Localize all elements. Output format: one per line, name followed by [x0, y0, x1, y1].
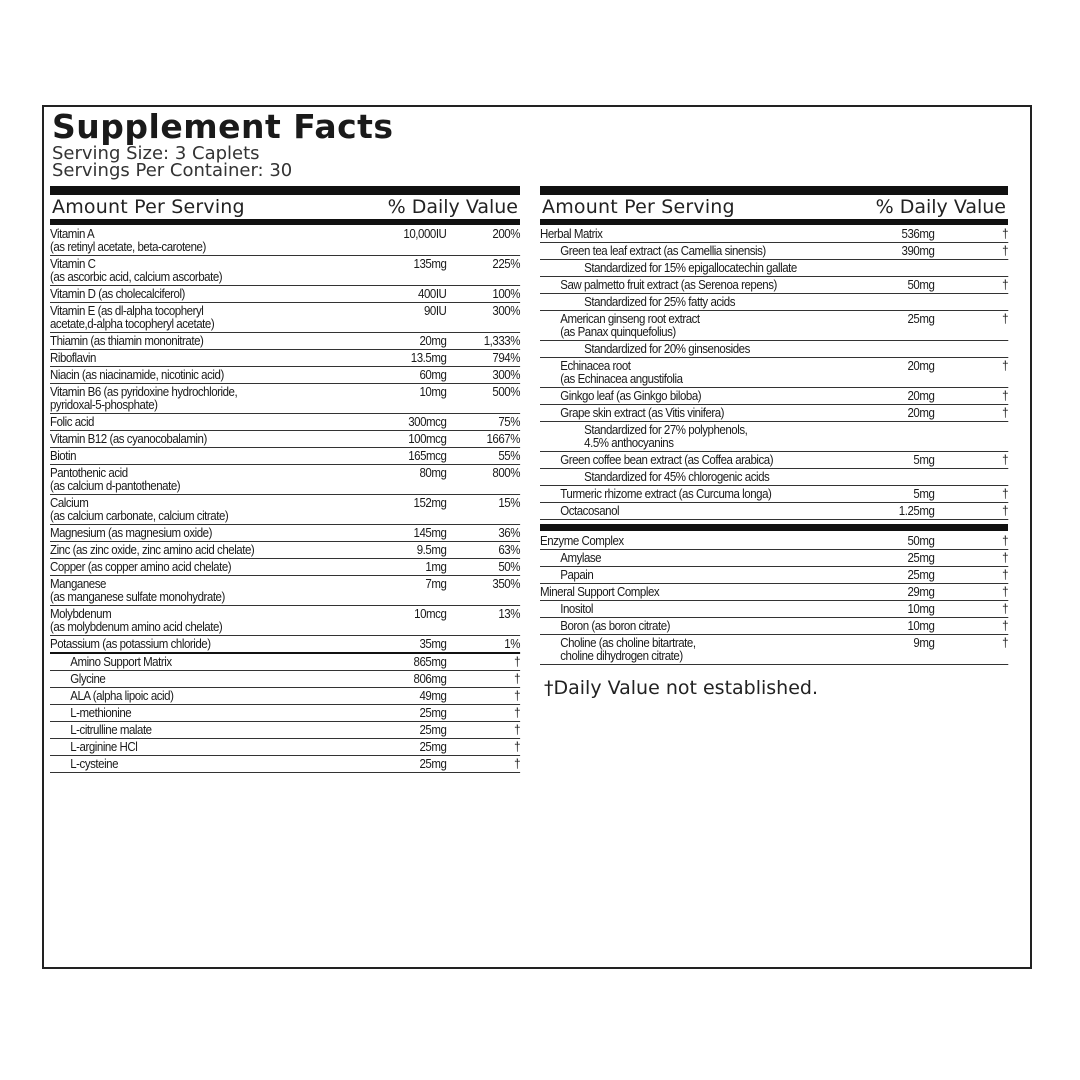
ingredient-name: Saw palmetto fruit extract (as Serenoa repens) [560, 278, 777, 292]
ingredient-row [540, 294, 1008, 311]
ingredient-amount: 536mg [901, 227, 935, 241]
ingredient-amount: 390mg [901, 244, 935, 258]
ingredient-daily-value: † [1002, 389, 1009, 403]
ingredient-row [540, 311, 1008, 341]
ingredient-name: Thiamin (as thiamin mononitrate) [50, 334, 204, 348]
ingredient-amount: 35mg [419, 637, 447, 651]
column-header [50, 195, 520, 219]
ingredient-row [50, 688, 520, 705]
ingredient-row [540, 405, 1008, 422]
ingredient-source: (as retinyl acetate, beta-carotene) [50, 240, 206, 254]
ingredient-row [50, 431, 520, 448]
ingredient-row [50, 542, 520, 559]
ingredient-name: Glycine [70, 672, 106, 686]
ingredient-source: (as ascorbic acid, calcium ascorbate) [50, 270, 223, 284]
ingredient-amount: 25mg [419, 706, 447, 720]
ingredient-source: (as molybdenum amino acid chelate) [50, 620, 223, 634]
ingredient-row [50, 756, 520, 773]
ingredient-daily-value: † [1002, 636, 1009, 650]
ingredient-name: Calcium (as calcium carbonate, calcium citrate) [50, 497, 364, 523]
ingredient-daily-value: † [1002, 602, 1009, 616]
column-header [540, 195, 1008, 219]
ingredient-daily-value: † [514, 672, 521, 686]
ingredient-row [540, 226, 1008, 243]
ingredient-amount: 20mg [907, 406, 935, 420]
ingredient-name: L-citrulline malate [70, 723, 152, 737]
ingredient-row [50, 256, 520, 286]
ingredient-row [540, 601, 1008, 618]
ingredient-amount [852, 471, 935, 484]
ingredient-name: L-arginine HCl [70, 740, 138, 754]
serving-info [52, 145, 292, 179]
ingredient-amount: 49mg [419, 689, 447, 703]
amount-per-serving-header: Amount Per Serving [542, 196, 735, 218]
ingredient-name: Echinacea root (as Echinacea angustifolia [540, 360, 852, 386]
ingredient-daily-value: † [514, 723, 521, 737]
ingredient-amount: 50mg [907, 278, 935, 292]
ingredient-name: Standardized for 15% epigallocatechin gallate [584, 261, 797, 275]
ingredient-amount [852, 343, 935, 356]
ingredient-daily-value: 300% [492, 368, 521, 382]
ingredient-amount: 25mg [907, 551, 935, 565]
ingredient-amount: 865mg [413, 655, 447, 669]
ingredient-name: Green tea leaf extract (as Camellia sinensis) [560, 244, 766, 258]
ingredient-name: Standardized for 20% ginsenosides [584, 342, 750, 356]
ingredient-daily-value: 225% [492, 257, 521, 271]
ingredient-name: Vitamin B6 (as pyridoxine hydrochloride, pyridoxal-5-phosphate) [50, 386, 364, 412]
ingredient-amount: 9mg [913, 636, 935, 650]
ingredient-name: Standardized for 45% chlorogenic acids [584, 470, 770, 484]
ingredient-name: Mineral Support Complex [540, 585, 660, 599]
ingredient-source: pyridoxal-5-phosphate) [50, 398, 158, 412]
ingredient-row [50, 384, 520, 414]
ingredient-row [50, 350, 520, 367]
ingredient-amount: 25mg [907, 312, 935, 326]
ingredient-name: Standardized for 25% fatty acids [584, 295, 736, 309]
ingredient-name: Boron (as boron citrate) [560, 619, 671, 633]
header-divider [50, 219, 520, 225]
ingredient-daily-value: † [1002, 568, 1009, 582]
ingredient-name: Vitamin D (as cholecalciferol) [50, 287, 185, 301]
ingredient-daily-value: 200% [492, 227, 521, 241]
ingredient-name: American ginseng root extract (as Panax quinquefolius) [540, 313, 852, 339]
ingredient-amount: 145mg [413, 526, 447, 540]
ingredient-row [540, 260, 1008, 277]
ingredient-row [50, 559, 520, 576]
ingredient-name: L-methionine [70, 706, 132, 720]
ingredient-amount: 10mg [907, 619, 935, 633]
ingredient-daily-value: † [1002, 534, 1009, 548]
ingredient-row [50, 705, 520, 722]
ingredient-amount [852, 424, 935, 450]
ingredient-amount: 25mg [419, 723, 447, 737]
ingredient-daily-value: † [514, 655, 521, 669]
ingredient-row [540, 567, 1008, 584]
ingredient-source: 4.5% anthocyanins [584, 436, 674, 450]
ingredient-daily-value: 55% [498, 449, 521, 463]
ingredient-source: choline dihydrogen citrate) [560, 649, 683, 663]
ingredient-amount: 5mg [913, 487, 935, 501]
ingredient-daily-value: † [1002, 244, 1009, 258]
ingredient-daily-value [934, 262, 1008, 275]
ingredient-name: Inositol [560, 602, 594, 616]
ingredient-name: Standardized for 27% polyphenols, 4.5% anthocyanins [540, 424, 852, 450]
vitamin-mineral-table [50, 226, 520, 654]
ingredient-daily-value: 300% [492, 304, 521, 318]
ingredient-name: Herbal Matrix [540, 227, 603, 241]
ingredient-daily-value: † [1002, 312, 1009, 326]
ingredient-row [50, 636, 520, 654]
ingredient-amount: 10mcg [414, 607, 447, 621]
ingredient-amount: 165mcg [408, 449, 447, 463]
ingredient-row [540, 503, 1008, 520]
ingredient-row [540, 341, 1008, 358]
servings-per-container: Servings Per Container: 30 [52, 160, 293, 181]
ingredient-row [50, 286, 520, 303]
ingredient-amount: 25mg [419, 740, 447, 754]
ingredient-daily-value: † [1002, 585, 1009, 599]
ingredient-daily-value: 15% [498, 496, 521, 510]
ingredient-source: (as Echinacea angustifolia [560, 372, 683, 386]
ingredient-amount: 25mg [907, 568, 935, 582]
section-divider [540, 524, 1008, 531]
ingredient-name: Potassium (as potassium chloride) [50, 637, 211, 651]
right-column [540, 186, 1008, 699]
ingredient-daily-value: † [514, 706, 521, 720]
ingredient-daily-value: 75% [498, 415, 521, 429]
daily-value-footnote: †Daily Value not established. [544, 677, 819, 699]
ingredient-daily-value: † [1002, 504, 1009, 518]
ingredient-name: Folic acid [50, 415, 94, 429]
ingredient-amount: 60mg [419, 368, 447, 382]
ingredient-row [50, 654, 520, 671]
ingredient-daily-value [934, 471, 1008, 484]
ingredient-amount: 20mg [907, 359, 935, 373]
ingredient-daily-value: † [514, 757, 521, 771]
ingredient-row [540, 550, 1008, 567]
ingredient-name: Niacin (as niacinamide, nicotinic acid) [50, 368, 224, 382]
ingredient-name: L-cysteine [70, 757, 119, 771]
ingredient-name: Amylase [560, 551, 602, 565]
ingredient-row [50, 448, 520, 465]
ingredient-daily-value: 63% [498, 543, 521, 557]
serving-size: Serving Size: 3 Caplets [52, 143, 260, 164]
ingredient-name: Enzyme Complex [540, 534, 624, 548]
ingredient-row [540, 635, 1008, 665]
ingredient-amount: 135mg [413, 257, 447, 271]
ingredient-amount: 20mg [907, 389, 935, 403]
ingredient-name: Vitamin A (as retinyl acetate, beta-carotene) [50, 228, 364, 254]
ingredient-daily-value [934, 424, 1008, 450]
ingredient-source: (as Panax quinquefolius) [560, 325, 676, 339]
complex-table [540, 533, 1008, 665]
ingredient-daily-value: † [1002, 551, 1009, 565]
ingredient-row [50, 367, 520, 384]
ingredient-row [50, 576, 520, 606]
ingredient-daily-value: † [514, 740, 521, 754]
ingredient-daily-value: 50% [498, 560, 521, 574]
ingredient-name: Copper (as copper amino acid chelate) [50, 560, 232, 574]
ingredient-row [540, 469, 1008, 486]
ingredient-daily-value: 1% [504, 637, 521, 651]
ingredient-amount: 13.5mg [410, 351, 447, 365]
ingredient-row [50, 739, 520, 756]
ingredient-amount [852, 296, 935, 309]
ingredient-name: Vitamin B12 (as cyanocobalamin) [50, 432, 207, 446]
ingredient-row [540, 452, 1008, 469]
ingredient-source: acetate,d-alpha tocopheryl acetate) [50, 317, 215, 331]
ingredient-row [540, 277, 1008, 294]
ingredient-name: Green coffee bean extract (as Coffea arabica) [560, 453, 774, 467]
ingredient-amount: 29mg [907, 585, 935, 599]
ingredient-daily-value: † [1002, 487, 1009, 501]
ingredient-name: Vitamin E (as dl-alpha tocopheryl acetate,d-alpha tocopheryl acetate) [50, 305, 364, 331]
ingredient-daily-value: † [1002, 406, 1009, 420]
ingredient-amount: 7mg [425, 577, 447, 591]
ingredient-daily-value: † [1002, 619, 1009, 633]
label-title: Supplement Facts [52, 107, 394, 146]
ingredient-amount: 10,000IU [403, 227, 447, 241]
ingredient-amount: 100mcg [408, 432, 447, 446]
ingredient-amount: 10mg [419, 385, 447, 399]
ingredient-daily-value: 100% [492, 287, 521, 301]
ingredient-name: ALA (alpha lipoic acid) [70, 689, 174, 703]
ingredient-name: Manganese (as manganese sulfate monohydrate) [50, 578, 364, 604]
ingredient-amount: 1mg [425, 560, 447, 574]
ingredient-name: Choline (as choline bitartrate, choline dihydrogen citrate) [540, 637, 852, 663]
amino-matrix-table [50, 654, 520, 773]
ingredient-row [540, 618, 1008, 635]
ingredient-name: Ginkgo leaf (as Ginkgo biloba) [560, 389, 702, 403]
left-column [50, 186, 520, 773]
ingredient-source: (as calcium carbonate, calcium citrate) [50, 509, 229, 523]
ingredient-amount: 90IU [423, 304, 447, 318]
ingredient-amount: 806mg [413, 672, 447, 686]
ingredient-name: Molybdenum (as molybdenum amino acid chelate) [50, 608, 364, 634]
ingredient-daily-value: † [514, 689, 521, 703]
amount-per-serving-header: Amount Per Serving [52, 196, 245, 218]
ingredient-daily-value [934, 296, 1008, 309]
ingredient-daily-value: 350% [492, 577, 521, 591]
ingredient-daily-value: 800% [492, 466, 521, 480]
ingredient-daily-value: 794% [492, 351, 521, 365]
header-bar [50, 186, 520, 195]
ingredient-row [50, 303, 520, 333]
ingredient-row [50, 414, 520, 431]
ingredient-row [50, 722, 520, 739]
ingredient-daily-value: † [1002, 453, 1009, 467]
ingredient-name: Vitamin C (as ascorbic acid, calcium ascorbate) [50, 258, 364, 284]
ingredient-amount [852, 262, 935, 275]
ingredient-row [540, 486, 1008, 503]
ingredient-row [540, 422, 1008, 452]
ingredient-row [540, 358, 1008, 388]
ingredient-amount: 152mg [413, 496, 447, 510]
daily-value-header: % Daily Value [387, 196, 518, 218]
ingredient-name: Biotin [50, 449, 77, 463]
ingredient-row [50, 606, 520, 636]
ingredient-name: Grape skin extract (as Vitis vinifera) [560, 406, 725, 420]
ingredient-row [50, 495, 520, 525]
daily-value-header: % Daily Value [875, 196, 1006, 218]
ingredient-row [50, 333, 520, 350]
ingredient-daily-value: 36% [498, 526, 521, 540]
ingredient-amount: 80mg [419, 466, 447, 480]
header-bar [540, 186, 1008, 195]
ingredient-name: Amino Support Matrix [70, 655, 172, 669]
ingredient-name: Pantothenic acid (as calcium d-pantothenate) [50, 467, 364, 493]
ingredient-daily-value: † [1002, 227, 1009, 241]
ingredient-name: Magnesium (as magnesium oxide) [50, 526, 212, 540]
ingredient-row [50, 671, 520, 688]
ingredient-amount: 1.25mg [898, 504, 935, 518]
ingredient-daily-value [934, 343, 1008, 356]
ingredient-row [50, 226, 520, 256]
ingredient-source: (as manganese sulfate monohydrate) [50, 590, 225, 604]
ingredient-name: Papain [560, 568, 594, 582]
ingredient-amount: 5mg [913, 453, 935, 467]
ingredient-daily-value: † [1002, 278, 1009, 292]
ingredient-amount: 50mg [907, 534, 935, 548]
header-divider [540, 219, 1008, 225]
ingredient-daily-value: 500% [492, 385, 521, 399]
ingredient-row [540, 388, 1008, 405]
ingredient-name: Octacosanol [560, 504, 620, 518]
ingredient-amount: 9.5mg [416, 543, 447, 557]
ingredient-row [50, 465, 520, 495]
ingredient-row [540, 243, 1008, 260]
ingredient-name: Turmeric rhizome extract (as Curcuma longa) [560, 487, 772, 501]
ingredient-amount: 400IU [418, 287, 447, 301]
ingredient-amount: 10mg [907, 602, 935, 616]
ingredient-name: Zinc (as zinc oxide, zinc amino acid chelate) [50, 543, 255, 557]
ingredient-amount: 25mg [419, 757, 447, 771]
ingredient-amount: 300mcg [408, 415, 447, 429]
ingredient-daily-value: 13% [498, 607, 521, 621]
ingredient-name: Riboflavin [50, 351, 96, 365]
ingredient-daily-value: † [1002, 359, 1009, 373]
ingredient-daily-value: 1667% [486, 432, 521, 446]
ingredient-row [540, 584, 1008, 601]
ingredient-daily-value: 1,333% [483, 334, 521, 348]
ingredient-row [540, 533, 1008, 550]
herbal-matrix-table [540, 226, 1008, 520]
ingredient-source: (as calcium d-pantothenate) [50, 479, 181, 493]
ingredient-row [50, 525, 520, 542]
ingredient-amount: 20mg [419, 334, 447, 348]
